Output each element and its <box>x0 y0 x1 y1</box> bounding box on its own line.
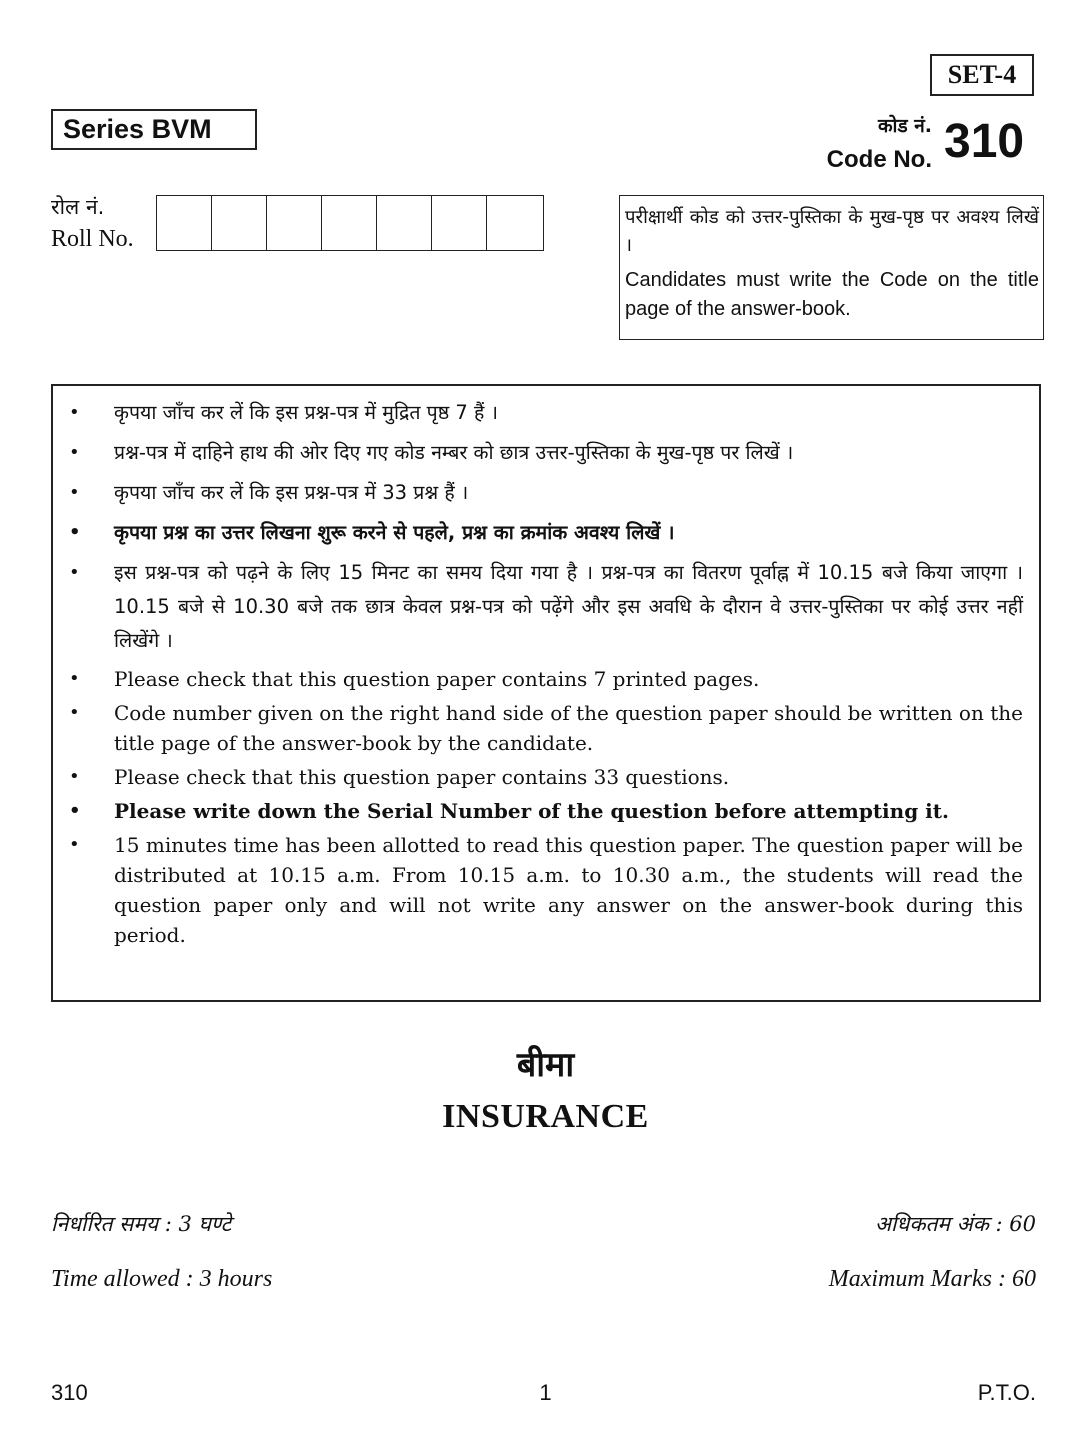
roll-number-cell[interactable] <box>432 196 487 250</box>
instruction-item <box>53 762 1023 792</box>
instruction-item <box>53 796 1023 826</box>
roll-number-cell[interactable] <box>377 196 432 250</box>
footer-page-number: 1 <box>539 1380 552 1405</box>
instruction-item <box>53 664 1023 694</box>
bullet-icon: • <box>69 562 80 583</box>
instruction-item <box>53 556 1023 658</box>
instruction-item <box>53 516 1023 550</box>
bullet-icon: • <box>69 482 80 503</box>
bullet-icon: • <box>69 834 80 855</box>
instruction-item <box>53 396 1023 430</box>
instructions-list <box>53 396 1023 950</box>
bullet-icon: • <box>69 442 80 463</box>
instruction-text: Code number given on the right hand side of the question paper should be written on the title page of the answer-book by the candidate. <box>114 701 1023 755</box>
candidate-note-english: Candidates must write the Code on the title page of the answer-book. <box>625 269 1039 320</box>
instructions-box <box>51 384 1041 1002</box>
instruction-item <box>53 436 1023 470</box>
roll-number-grid[interactable] <box>156 195 544 251</box>
instruction-text: Please check that this question paper contains 7 printed pages. <box>114 667 760 691</box>
footer-code: 310 <box>51 1380 88 1405</box>
bullet-icon: • <box>69 522 81 543</box>
set-label: SET-4 <box>930 54 1034 96</box>
roll-number-cell[interactable] <box>322 196 377 250</box>
bullet-icon: • <box>69 668 80 689</box>
code-number: 310 <box>944 115 1025 168</box>
roll-number-cell[interactable] <box>267 196 322 250</box>
footer-pto: P.T.O. <box>977 1380 1036 1405</box>
roll-number-cell[interactable] <box>157 196 212 250</box>
instruction-item <box>53 698 1023 758</box>
subject-title-hindi: बीमा <box>516 1045 575 1085</box>
candidate-note-box <box>619 195 1044 340</box>
instruction-text: कृपया जाँच कर लें कि इस प्रश्न-पत्र में 33 प्रश्न हैं । <box>114 481 469 504</box>
bullet-icon: • <box>69 766 80 787</box>
subject-title-english: INSURANCE <box>442 1098 649 1135</box>
max-marks-hindi: अधिकतम अंक : 60 <box>874 1212 1036 1236</box>
series-label: Series BVM <box>51 109 257 150</box>
roll-label-english: Roll No. <box>51 226 134 252</box>
time-allowed-english: Time allowed : 3 hours <box>51 1266 273 1292</box>
code-label-hindi: कोड नं. <box>877 115 932 137</box>
bullet-icon: • <box>69 800 81 821</box>
instruction-text: प्रश्न-पत्र में दाहिने हाथ की ओर दिए गए कोड नम्बर को छात्र उत्तर-पुस्तिका के मुख-पृष्ठ पर लिखें । <box>114 441 794 464</box>
instruction-item <box>53 830 1023 950</box>
bullet-icon: • <box>69 402 80 423</box>
instruction-text: कृपया प्रश्न का उत्तर लिखना शुरू करने से पहले, प्रश्न का क्रमांक अवश्य लिखें । <box>114 521 675 544</box>
instruction-text: Please check that this question paper contains 33 questions. <box>114 765 730 789</box>
max-marks-english: Maximum Marks : 60 <box>828 1266 1036 1292</box>
time-allowed-hindi: निर्धारित समय : 3 घण्टे <box>51 1212 232 1236</box>
instruction-text: 15 minutes time has been allotted to read this question paper. The question paper will be distributed at 10.15 a.m. From 10.15 a.m. to 10.30 a.m., the students will read the question paper only and will not write any answer on the answer-book during this period. <box>114 833 1023 947</box>
bullet-icon: • <box>69 702 80 723</box>
roll-number-cell[interactable] <box>487 196 543 250</box>
roll-number-cell[interactable] <box>212 196 267 250</box>
roll-label-hindi: रोल नं. <box>51 195 105 219</box>
candidate-note-hindi: परीक्षार्थी कोड को उत्तर-पुस्तिका के मुख-पृष्ठ पर अवश्य लिखें । <box>625 207 1039 256</box>
code-label-english: Code No. <box>826 146 932 173</box>
instruction-text: Please write down the Serial Number of the question before attempting it. <box>114 799 949 823</box>
instruction-text: कृपया जाँच कर लें कि इस प्रश्न-पत्र में मुद्रित पृष्ठ 7 हैं । <box>114 401 498 424</box>
instruction-item <box>53 476 1023 510</box>
instruction-text: इस प्रश्न-पत्र को पढ़ने के लिए 15 मिनट का समय दिया गया है । प्रश्न-पत्र का वितरण पूर्वाह्न में 10.15 बजे किया जाएगा । 10.15 बजे से 10.30 बजे तक छात्र केवल प्रश्न-पत्र को पढ़ेंगे और इस अवधि के दौरान वे उत्तर-पुस्तिका पर कोई उत्तर नहीं लिखेंगे । <box>114 561 1023 652</box>
